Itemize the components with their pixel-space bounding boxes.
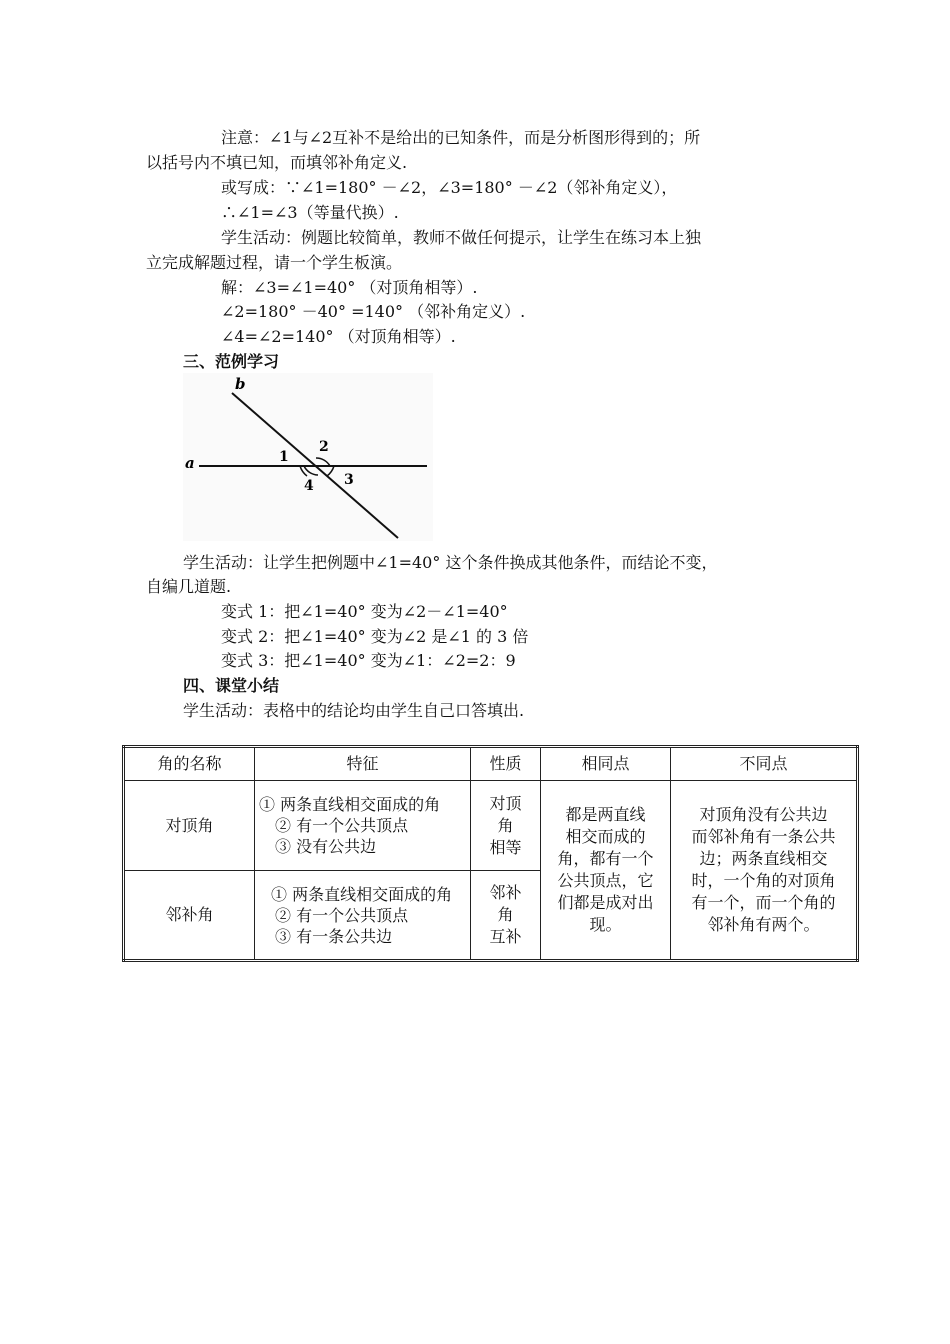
solution-line-1: 解：∠3=∠1=40° （对顶角相等）. — [221, 278, 478, 297]
similarity-line: 现。 — [589, 915, 622, 934]
activity3-line: 学生活动：表格中的结论均由学生自己口答填出. — [183, 701, 525, 720]
row1-name: 对顶角 — [124, 781, 255, 871]
difference-cell — [671, 781, 858, 961]
label-4: 4 — [304, 478, 314, 494]
label-a: a — [185, 454, 195, 472]
note-line-1: 注意：∠1与∠2互补不是给出的已知条件，而是分析图形得到的；所 — [221, 128, 701, 147]
note-line-2: 以括号内不填已知，而填邻补角定义. — [146, 153, 408, 172]
table-header-row — [124, 747, 858, 781]
similarity-line: 相交而成的 — [565, 827, 646, 846]
row2-feature-2: ② 有一个公共顶点 — [275, 905, 409, 925]
solution-line-2: ∠2=180° －40° =140° （邻补角定义）. — [221, 302, 526, 321]
row2-feature-1: ① 两条直线相交面成的角 — [271, 884, 453, 904]
row2-property-line: 邻补 — [489, 883, 522, 902]
header-angle-name: 角的名称 — [124, 747, 255, 781]
row1-features — [255, 781, 471, 871]
section-heading-4: 四、课堂小结 — [183, 676, 280, 695]
similarity-line: 角，都有一个 — [557, 849, 654, 868]
row2-feature-3: ③ 有一条公共边 — [275, 926, 393, 946]
row1-feature-2: ② 有一个公共顶点 — [275, 816, 409, 835]
row1-property — [471, 781, 541, 871]
solution-line-3: ∠4=∠2=140° （对顶角相等）. — [221, 327, 456, 346]
row2-name: 邻补角 — [124, 871, 255, 961]
row2-property-line: 互补 — [489, 927, 522, 946]
header-property: 性质 — [471, 747, 541, 781]
row1-property-line: 相等 — [489, 837, 522, 857]
row1-property-line: 对顶 — [489, 793, 522, 813]
similarity-line: 都是两直线 — [565, 805, 646, 824]
row1-feature-3: ③ 没有公共边 — [275, 837, 377, 856]
activity2-line-2: 自编几道题. — [146, 577, 232, 596]
alt-line: 或写成：∵∠1=180° －∠2，∠3=180° －∠2（邻补角定义）， — [221, 178, 678, 197]
similarity-line: 公共顶点，它 — [557, 871, 654, 890]
summary-table — [122, 745, 859, 962]
label-1: 1 — [279, 449, 289, 465]
variant-1: 变式 1：把∠1=40° 变为∠2－∠1=40° — [221, 602, 508, 621]
row1-feature-1: ① 两条直线相交面成的角 — [259, 795, 441, 814]
difference-line: 对顶角没有公共边 — [699, 805, 828, 824]
similarity-line: 们都是成对出 — [557, 893, 654, 912]
difference-line: 邻补角有两个。 — [707, 915, 820, 934]
difference-line: 有一个，而一个角的 — [691, 893, 836, 912]
variant-2: 变式 2：把∠1=40° 变为∠2 是∠1 的 3 倍 — [221, 627, 529, 646]
table-row — [124, 781, 858, 871]
row2-property-line: 角 — [497, 905, 514, 924]
header-similarity: 相同点 — [541, 747, 671, 781]
activity-line-1: 学生活动：例题比较简单，教师不做任何提示，让学生在练习本上独 — [221, 228, 702, 247]
difference-line: 时，一个角的对顶角 — [691, 871, 836, 890]
activity-line-2: 立完成解题过程，请一个学生板演。 — [146, 253, 403, 272]
row2-property — [471, 871, 541, 961]
label-b: b — [235, 375, 246, 393]
similarity-cell — [541, 781, 671, 961]
label-3: 3 — [344, 472, 354, 488]
section-heading-3: 三、范例学习 — [183, 352, 280, 371]
header-feature: 特征 — [255, 747, 471, 781]
activity2-line-1: 学生活动：让学生把例题中∠1=40° 这个条件换成其他条件，而结论不变， — [183, 553, 718, 572]
therefore-line: ∴∠1=∠3（等量代换）. — [221, 203, 399, 222]
difference-line: 而邻补角有一条公共 — [691, 827, 836, 846]
label-2: 2 — [319, 439, 329, 455]
row1-property-line: 角 — [497, 815, 514, 835]
difference-line: 边；两条直线相交 — [699, 849, 828, 868]
intersecting-lines-figure — [183, 373, 433, 541]
header-difference: 不同点 — [671, 747, 858, 781]
row2-features — [255, 871, 471, 961]
variant-3: 变式 3：把∠1=40° 变为∠1：∠2=2：9 — [221, 651, 516, 670]
